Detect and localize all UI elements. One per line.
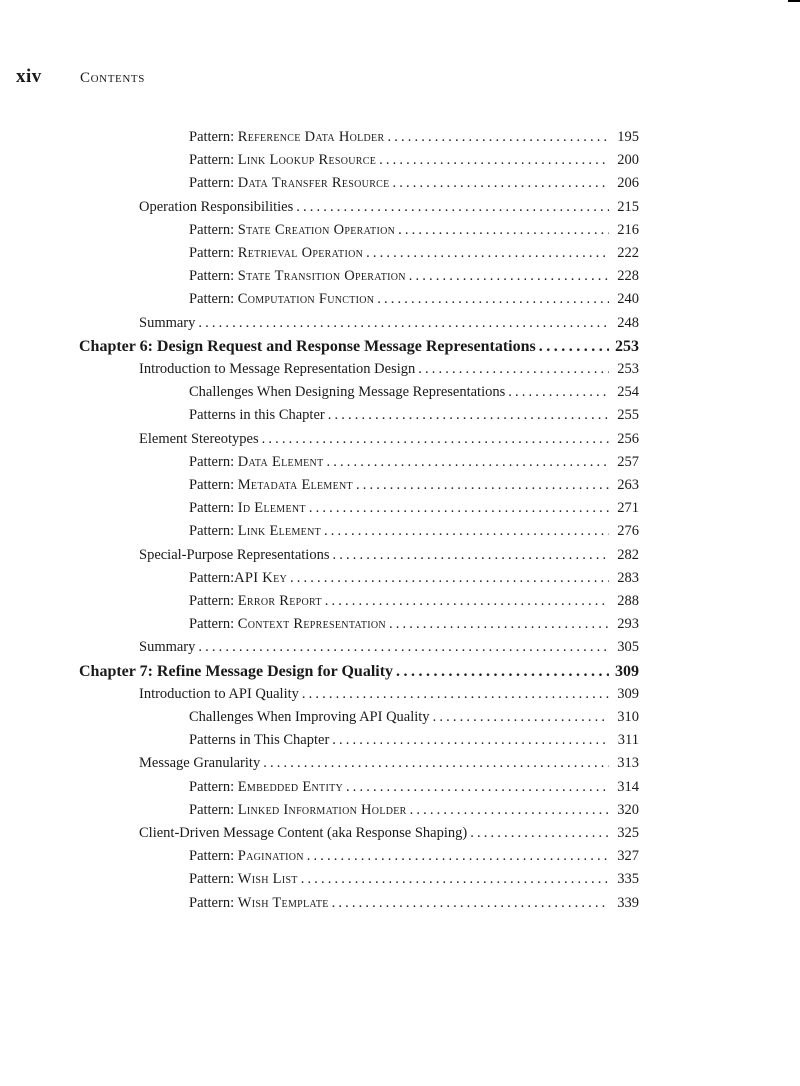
toc-entry-label xyxy=(139,686,302,703)
toc-page-number: 257 xyxy=(617,453,639,470)
dot-leader xyxy=(325,593,609,610)
toc-entry-label xyxy=(79,338,539,356)
dot-leader xyxy=(302,686,609,703)
toc-page-number: 339 xyxy=(617,894,639,911)
dot-leader xyxy=(396,663,609,681)
toc-page-number: 228 xyxy=(617,268,639,285)
toc-entry[interactable] xyxy=(139,361,639,384)
toc-entry-label xyxy=(189,802,410,819)
toc-page-number: 309 xyxy=(617,685,639,702)
toc-entry-title: Chapter 7: Refine Message Design for Quality xyxy=(79,662,394,680)
toc-entry-label xyxy=(189,384,508,401)
toc-entry-label xyxy=(139,361,418,378)
dot-leader xyxy=(307,848,609,865)
toc-entry-label xyxy=(139,199,296,216)
toc-entry-label xyxy=(189,570,290,587)
toc-page-number: 195 xyxy=(617,129,639,145)
toc-page-number: 327 xyxy=(617,848,639,865)
toc-entry-prefix: Pattern: xyxy=(189,593,238,609)
toc-entry-prefix: Pattern: xyxy=(189,129,238,145)
toc-entry-label xyxy=(189,407,328,424)
toc-page-number: 283 xyxy=(617,569,639,586)
toc-page-number: 320 xyxy=(617,801,639,818)
toc-page-number: 240 xyxy=(617,291,639,308)
toc-entry-title: Element Stereotypes xyxy=(139,430,259,447)
toc-entry-prefix: Pattern: xyxy=(189,453,238,470)
running-head xyxy=(16,66,145,90)
toc-entry-title: API Key xyxy=(234,569,288,586)
toc-entry-prefix: Pattern: xyxy=(189,500,238,517)
dot-leader xyxy=(290,570,609,587)
dot-leader xyxy=(470,825,609,842)
toc-entry[interactable] xyxy=(189,500,639,523)
toc-entry-prefix: Pattern: xyxy=(189,268,238,285)
toc-entry-label xyxy=(189,245,366,262)
toc-entry-label xyxy=(189,593,325,610)
toc-entry-title: Retrieval Operation xyxy=(237,245,364,261)
toc-entry[interactable] xyxy=(189,222,639,245)
dot-leader xyxy=(332,547,609,564)
toc-entry-title: Introduction to API Quality xyxy=(139,685,299,702)
toc-page-number: 271 xyxy=(617,500,639,517)
toc-page-number: 313 xyxy=(617,755,639,772)
dot-leader xyxy=(346,779,609,796)
dot-leader xyxy=(332,732,609,749)
toc-entry-label xyxy=(139,639,198,656)
toc-entry-title: Error Report xyxy=(237,593,322,609)
toc-entry-label xyxy=(189,732,332,749)
dot-leader xyxy=(539,338,609,356)
toc-entry-title: Introduction to Message Representation Design xyxy=(139,361,416,377)
toc-page-number: 256 xyxy=(617,430,639,447)
toc-entry[interactable] xyxy=(189,523,639,546)
toc-entry-title: Challenges When Designing Message Representations xyxy=(189,384,506,401)
toc-entry-prefix: Pattern: xyxy=(189,221,238,238)
dot-leader xyxy=(398,222,609,239)
toc-entry-title: Data Transfer Resource xyxy=(237,175,390,192)
toc-entry-prefix: Pattern: xyxy=(189,801,238,818)
toc-entry[interactable] xyxy=(139,825,639,848)
toc-entry-title: State Transition Operation xyxy=(237,268,406,285)
toc-entry[interactable] xyxy=(189,895,639,918)
toc-entry-prefix: Pattern: xyxy=(189,616,238,633)
toc-entry[interactable] xyxy=(189,152,639,175)
toc-page-number: 309 xyxy=(615,662,639,680)
toc-entry-title: Chapter 6: Design Request and Response Message Representations xyxy=(79,337,536,355)
toc-page-number: 253 xyxy=(617,361,639,377)
toc-entry-title: Linked Information Holder xyxy=(237,801,407,818)
toc-page-number: 216 xyxy=(617,221,639,238)
toc-entry-prefix: Pattern: xyxy=(189,523,238,540)
dot-leader xyxy=(296,199,609,216)
toc-entry-label xyxy=(189,175,393,192)
toc-entry-title: Patterns in This Chapter xyxy=(189,732,330,749)
dot-leader xyxy=(387,129,609,146)
dot-leader xyxy=(326,454,609,471)
toc-entry-title: Special-Purpose Representations xyxy=(139,546,330,563)
toc-entry-title: Patterns in this Chapter xyxy=(189,407,325,424)
toc-chapter-entry[interactable] xyxy=(79,663,639,686)
toc-entry-label xyxy=(189,291,377,308)
toc-entry-label xyxy=(189,454,326,471)
toc-entry-title: Summary xyxy=(139,314,196,331)
dot-leader xyxy=(301,871,609,888)
toc-entry[interactable] xyxy=(189,848,639,871)
running-head-title: Contents xyxy=(80,70,145,86)
toc-entry[interactable] xyxy=(189,175,639,198)
corner-mark xyxy=(788,0,800,2)
toc-entry[interactable] xyxy=(189,291,639,314)
toc-entry[interactable] xyxy=(189,871,639,894)
toc-entry[interactable] xyxy=(189,268,639,291)
toc-page-number: 253 xyxy=(615,337,639,355)
toc-entry-label xyxy=(189,477,356,494)
toc-entry[interactable] xyxy=(189,779,639,802)
toc-entry-label xyxy=(189,848,307,865)
toc-entry-label xyxy=(189,500,309,517)
toc-entry-title: State Creation Operation xyxy=(237,221,396,238)
toc-entry-label xyxy=(189,779,346,796)
toc-entry[interactable] xyxy=(189,709,639,732)
dot-leader xyxy=(389,616,609,633)
dot-leader xyxy=(377,291,609,308)
toc-page-number: 276 xyxy=(617,523,639,540)
toc-entry[interactable] xyxy=(189,732,639,755)
toc-entry[interactable] xyxy=(139,315,639,338)
dot-leader xyxy=(409,268,609,285)
dot-leader xyxy=(356,477,609,494)
toc-entry-prefix: Pattern: xyxy=(189,778,238,795)
toc-page-number: 293 xyxy=(617,616,639,633)
toc-entry-prefix: Pattern: xyxy=(189,894,238,911)
toc-page-number: 248 xyxy=(617,314,639,331)
toc-entry[interactable] xyxy=(189,384,639,407)
toc-page-number: 288 xyxy=(617,593,639,609)
toc-entry[interactable] xyxy=(189,570,639,593)
toc-page-number: 282 xyxy=(617,546,639,563)
dot-leader xyxy=(198,639,609,656)
toc-entry-label xyxy=(139,315,198,332)
toc-page-number: 335 xyxy=(617,871,639,888)
toc-entry-prefix: Pattern: xyxy=(189,477,238,493)
toc-entry-prefix: Pattern: xyxy=(189,569,235,586)
dot-leader xyxy=(328,407,609,424)
toc-entry[interactable] xyxy=(139,431,639,454)
toc-page-number: 305 xyxy=(617,639,639,656)
toc-entry-title: Context Representation xyxy=(237,616,386,633)
toc-entry-title: Id Element xyxy=(237,500,306,517)
toc-chapter-entry[interactable] xyxy=(79,338,639,361)
toc-entry[interactable] xyxy=(139,686,639,709)
toc-entry-label xyxy=(139,547,332,564)
toc-entry-title: Computation Function xyxy=(237,291,375,308)
toc-entry-label xyxy=(189,268,409,285)
toc-entry[interactable] xyxy=(139,755,639,778)
toc-entry-label xyxy=(189,129,387,146)
toc-entry[interactable] xyxy=(189,616,639,639)
toc-entry-title: Message Granularity xyxy=(139,755,261,772)
toc-entry-title: Embedded Entity xyxy=(237,778,344,795)
toc-page-number: 255 xyxy=(617,407,639,424)
toc-entry-title: Wish Template xyxy=(237,894,329,911)
toc-entry-label xyxy=(139,431,262,448)
toc-entry[interactable] xyxy=(189,593,639,616)
dot-leader xyxy=(508,384,609,401)
toc-entry-title: Link Element xyxy=(237,523,321,540)
toc-entry-label xyxy=(79,663,396,681)
toc-entry-title: Data Element xyxy=(237,453,324,470)
toc-entry[interactable] xyxy=(139,199,639,222)
toc-entry-label xyxy=(139,825,470,842)
dot-leader xyxy=(332,895,609,912)
dot-leader xyxy=(433,709,609,726)
page-number: xiv xyxy=(16,66,42,87)
toc-entry[interactable] xyxy=(189,802,639,825)
toc-entry-title: Pagination xyxy=(237,848,304,865)
toc-page-number: 325 xyxy=(617,825,639,841)
toc-entry-prefix: Pattern: xyxy=(189,871,238,888)
dot-leader xyxy=(379,152,609,169)
toc-entry-prefix: Pattern: xyxy=(189,175,238,192)
toc-entry-prefix: Pattern: xyxy=(189,245,238,261)
toc-page-number: 206 xyxy=(617,175,639,192)
toc-page-number: 310 xyxy=(617,709,639,725)
toc-entry[interactable] xyxy=(139,547,639,570)
toc-entry-label xyxy=(189,222,398,239)
dot-leader xyxy=(262,431,609,448)
toc-page-number: 200 xyxy=(617,152,639,169)
toc-page-number: 263 xyxy=(617,477,639,493)
toc-page-number: 314 xyxy=(617,778,639,795)
toc-entry[interactable] xyxy=(189,454,639,477)
toc-entry-title: Wish List xyxy=(237,871,298,888)
toc-entry-label xyxy=(189,871,301,888)
toc-entry[interactable] xyxy=(139,639,639,662)
toc-entry-prefix: Pattern: xyxy=(189,848,238,865)
toc-entry-title: Client-Driven Message Content (aka Response Shaping) xyxy=(139,825,468,841)
toc-entry-label xyxy=(139,755,263,772)
dot-leader xyxy=(324,523,609,540)
toc-page-number: 311 xyxy=(617,732,639,749)
dot-leader xyxy=(393,175,609,192)
toc-entry-label xyxy=(189,895,332,912)
toc-entry[interactable] xyxy=(189,245,639,268)
toc-page-number: 222 xyxy=(617,245,639,261)
toc-entry-title: Challenges When Improving API Quality xyxy=(189,709,430,725)
toc-entry[interactable] xyxy=(189,129,639,152)
toc-entry-title: Metadata Element xyxy=(237,477,353,493)
dot-leader xyxy=(309,500,609,517)
toc-entry-title: Reference Data Holder xyxy=(237,129,385,145)
toc-entry-title: Summary xyxy=(139,639,196,656)
toc-entry[interactable] xyxy=(189,407,639,430)
dot-leader xyxy=(263,755,609,772)
toc-entry-title: Link Lookup Resource xyxy=(237,152,377,169)
toc-entry-title: Operation Responsibilities xyxy=(139,198,294,215)
toc-page-number: 254 xyxy=(617,384,639,401)
toc-page-number: 215 xyxy=(617,198,639,215)
toc-entry-label xyxy=(189,523,324,540)
toc-entry-prefix: Pattern: xyxy=(189,152,238,169)
dot-leader xyxy=(410,802,609,819)
toc-entry-label xyxy=(189,709,433,726)
dot-leader xyxy=(198,315,609,332)
toc-entry[interactable] xyxy=(189,477,639,500)
dot-leader xyxy=(366,245,609,262)
dot-leader xyxy=(418,361,609,378)
toc-entry-label xyxy=(189,152,379,169)
toc-entry-label xyxy=(189,616,389,633)
toc-entry-prefix: Pattern: xyxy=(189,291,238,308)
